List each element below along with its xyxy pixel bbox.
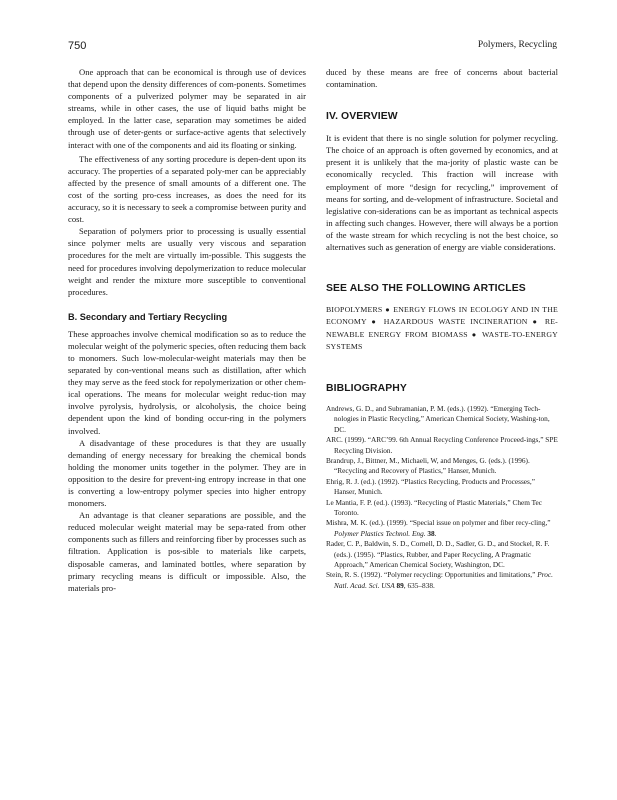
page-number: 750 [68,40,87,52]
see-also-item[interactable]: ENERGY FLOWS IN ECOLOGY AND IN THE ECONOMY [326,305,559,327]
bibliography-list [326,404,558,591]
paragraph: duced by these means are free of concerns about bacterial contamination. [326,67,558,90]
section-heading: B. Secondary and Tertiary Recycling [68,311,228,322]
running-title: Polymers, Recycling [477,40,557,50]
paragraph: It is evident that there is no single solution for polymer recycling. The choice of an approach is often governed by economics, and at present it is unlikely that the ma-jority of plastic waste can be economically recycled. This fraction will increase with employment of more “design for recycling,” improvement of means for sorting, and de-velopment of infrastructure. Societal and legislative con-siderations can be as important as technical aspects in affecting such changes. However, there will always be a portion of the waste stream for which recycling is not the best choice, so alternatives such as generation of energy are viable considerations. [326,133,558,253]
bibliography-entry: Andrews, G. D., and Subramanian, P. M. (eds.). (1992). “Emerging Tech-nologies in Plastic Recycling,” American Chemical Society, Washing-ton, DC. [326,403,550,434]
bibliography-entry: Stein, R. S. (1992). “Polymer recycling: Opportunities and limitations,” Proc. Natl. Acad. Sci. USA 89, 635–838. [326,570,553,590]
see-also-item[interactable]: WASTE-TO-ENERGY SYSTEMS [326,329,558,351]
paragraph: These approaches involve chemical modification so as to reduce the molecular weight of the polymeric species, often reducing them back to monomers. Such low-molecular-weight materials may then be separated by con-ventional means such as distillation, after which they may serve as the feed stock for repolymerization or other chem-ical operations. The means for molecular weight reduc-tion may involve pyrolysis, hydrolysis, or alcoholysis, the choice being dependent upon the kind of bonding occur-ring in the polymers involved. [68,328,306,436]
see-also-item[interactable]: BIOPOLYMERS [326,305,383,315]
bibliography-entry: Mishra, M. K. (ed.). (1999). “Special issue on polymer and fiber recy-cling,” Polymer Plastics Technol. Eng. 38. [326,518,551,538]
see-also-item[interactable]: HAZARDOUS WASTE INCINERATION [383,317,528,327]
paragraph: One approach that can be economical is through use of devices that depend upon the density differences of com-ponents. Sometimes components of a pulverized polymer may be separated in air streams, while in other cases, the use of liquid baths might be employed. In the latter case, separation may sometimes be aided through use of deter-gents or surface-active agents that selectively interact with one of the components and aid its floating or sinking. [68,67,306,150]
bibliography-entry: ARC. (1999). “ARC’99. 6th Annual Recycling Conference Proceed-ings,” SPE Recycling Division. [326,435,558,455]
section-heading-see-also: SEE ALSO THE FOLLOWING ARTICLES [326,283,526,295]
left-column [68,66,306,594]
bibliography-entry: Rader, C. P., Baldwin, S. D., Cornell, D. D., Sadler, G. D., and Stockel, R. F. (eds.). (1995). “Plastics, Rubber, and Paper Recycling, A Pragmatic Approach,” American Chemical Society, Washington, DC. [326,539,550,570]
see-also-list [326,304,558,353]
bullet-icon: ● [532,317,540,327]
page-header [68,40,557,54]
right-column [326,66,558,591]
bullet-icon: ● [471,329,479,339]
bibliography-entry: Le Mantia, F. P. (ed.). (1993). “Recycling of Plastic Materials,” Chem Tec Toronto. [326,497,542,517]
paragraph: A disadvantage of these procedures is that they are usually demanding of energy necessary for breaking the chemical bonds holding the monomer units together in the polymer. They are in opposition to the desire for prevent-ing entropy increase in that one is converting a low-entropy polymer species into higher entropy monomers. [68,437,306,509]
section-heading-overview: IV. OVERVIEW [326,111,398,123]
bibliography-entry: Ehrig, R. J. (ed.). (1992). “Plastics Recycling, Products and Processes,” Hanser, Munich. [326,476,535,497]
paragraph: Separation of polymers prior to processing is usually essential since polymer melts are usually very viscous and separation procedures for the melt are virtually im-possible. This suggests the need for procedures involving depolymerization to reduce molecular weight and render the mixture more susceptible to conventional procedures. [68,226,306,297]
paragraph: The effectiveness of any sorting procedure is depen-dent upon its accuracy. The properties of a separated poly-mer can be appreciably affected by the presence of small amounts of a different one. The cost of the sorting pro-cess increases, as does the need for its accuracy, so it is necessary to seek a compromise between purity and cost. [68,153,306,225]
bullet-icon: ● [371,317,379,327]
bullet-icon: ● [385,305,391,315]
see-also-item[interactable]: RE-NEWABLE ENERGY FROM BIOMASS [326,317,558,339]
paragraph: An advantage is that cleaner separations are possible, and the reduced molecular weight material may be sepa-rated from other components such as fillers and reinforcing fiber by processes such as filtration. Application is pos-sible to materials like carpets, disposable cameras, and laminated bottles, where separation by primary recycling means is difficult or impossible. Also, the materials pro- [68,510,306,593]
bibliography-entry: Brandrup, J., Bittner, M., Michaeli, W, and Menges, G. (eds.). (1996). “Recycling and Recovery of Plastics,” Hanser, Munich. [326,455,530,476]
section-heading-bibliography: BIBLIOGRAPHY [326,382,407,394]
